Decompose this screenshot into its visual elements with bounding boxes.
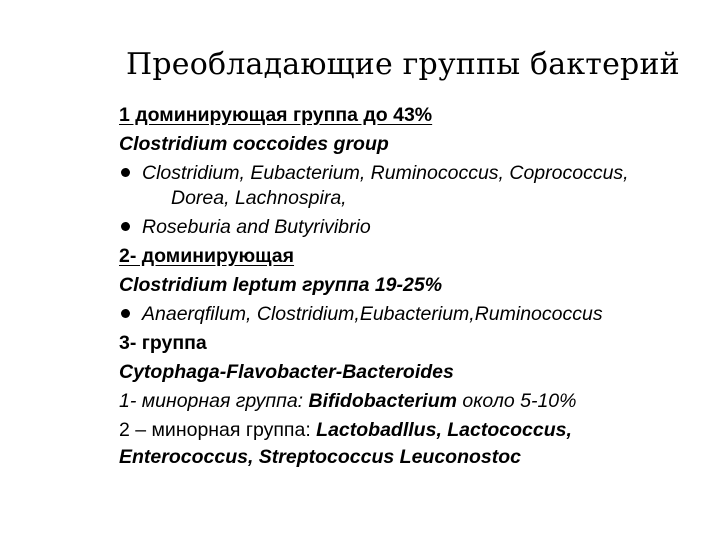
bullet-item-1 xyxy=(119,159,709,188)
bullet-item-3 xyxy=(119,300,709,329)
bullet-item-3-text: Anaerqfilum, Clostridium,Eubacterium,Ruminococcus xyxy=(142,303,603,325)
minor-group-2 xyxy=(119,416,709,445)
bullet-item-1-text: Clostridium, Eubacterium, Ruminococcus, Coprococcus, xyxy=(142,162,629,184)
cytophaga-heading: Cytophaga-Flavobacter-Bacteroides xyxy=(119,361,454,383)
minor-group-2-genera: Lactobadllus, Lactococcus, xyxy=(316,419,572,441)
slide-title: Преобладающие группы бактерий xyxy=(126,47,680,82)
minor-group-1 xyxy=(119,387,709,416)
minor-group-2-label: 2 – минорная группа: xyxy=(119,419,317,441)
bullet-dot-icon xyxy=(121,309,130,318)
bullet-dot-icon xyxy=(121,222,130,231)
bullet-item-1-continuation: Dorea, Lachnospira, xyxy=(171,187,347,209)
minor-group-1-share: около 5-10% xyxy=(456,390,577,412)
clostridium-leptum-heading: Clostridium leptum группа 19-25% xyxy=(119,274,443,296)
bullet-item-2-text: Roseburia and Butyrivibrio xyxy=(142,216,371,238)
clostridium-coccoides-heading: Clostridium coccoides group xyxy=(119,133,389,155)
dominant-group-2-heading: 2- доминирующая xyxy=(119,245,295,267)
bullet-dot-icon xyxy=(121,168,130,177)
minor-group-1-label: 1- минорная группа: xyxy=(119,390,309,412)
group-3-heading: 3- группа xyxy=(119,332,207,354)
minor-group-1-genus: Bifidobacterium xyxy=(308,390,457,412)
slide-body xyxy=(119,101,709,470)
dominant-group-1-heading: 1 доминирующая группа до 43% xyxy=(119,104,433,126)
bullet-item-2 xyxy=(119,213,709,242)
minor-group-2-continuation: Enterococcus, Streptococcus Leuconostoc xyxy=(119,446,522,468)
